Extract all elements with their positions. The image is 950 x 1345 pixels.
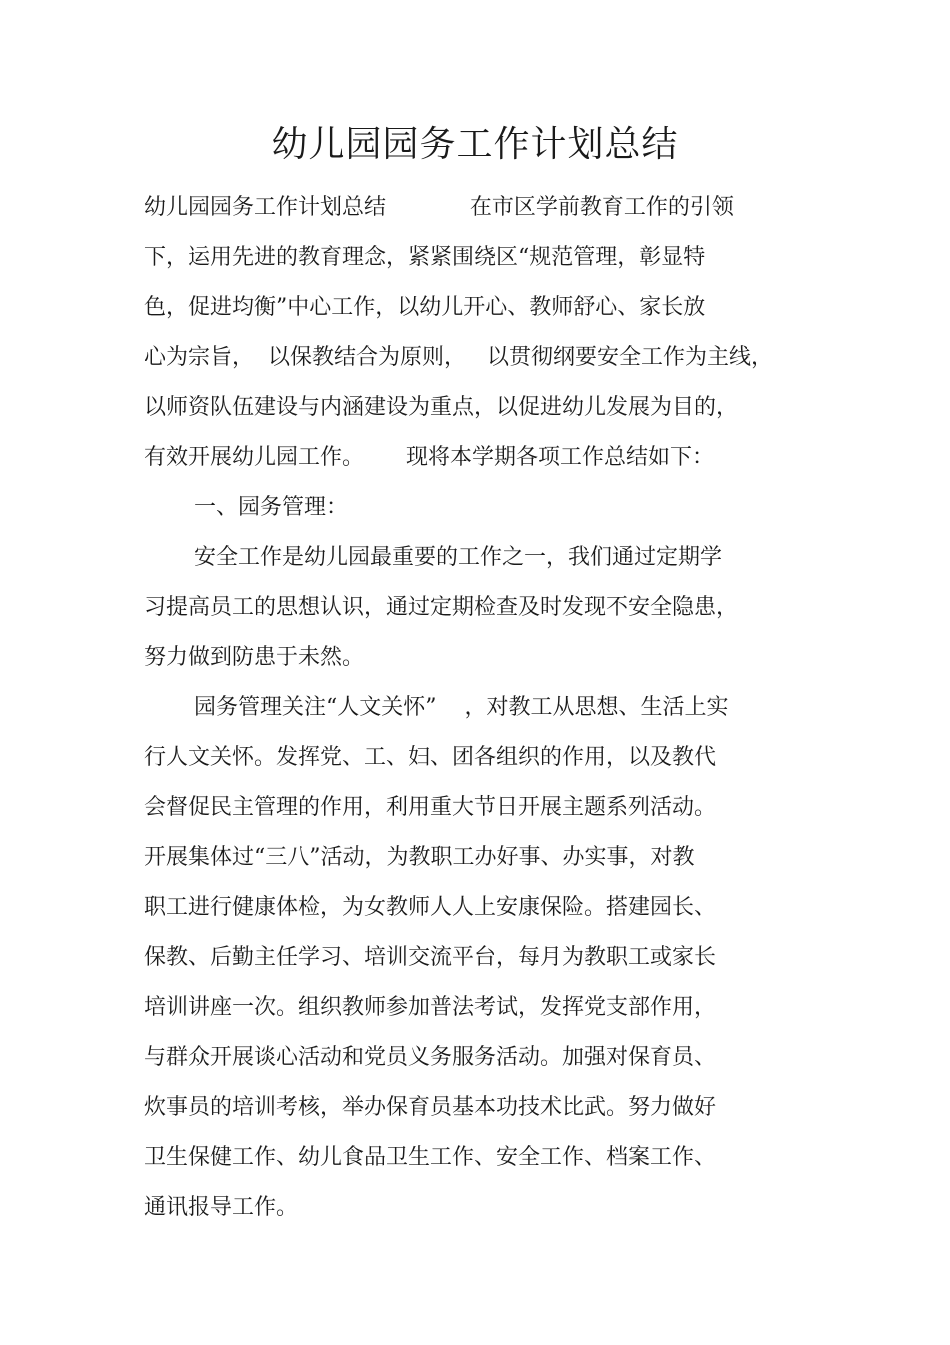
text-line: 与群众开展谈心活动和党员义务服务活动。加强对保育员、 bbox=[144, 1045, 717, 1070]
text-line: 习提高员工的思想认识，通过定期检查及时发现不安全隐患， bbox=[144, 595, 739, 620]
text-line: 下，运用先进的教育理念，紧紧围绕区“规范管理，彰显特 bbox=[144, 245, 706, 270]
text-line: 行人文关怀。发挥党、工、妇、团各组织的作用，以及教代 bbox=[144, 745, 717, 770]
text-line: 有效开展幼儿园工作。 现将本学期各项工作总结如下： bbox=[144, 445, 714, 470]
text-line: 努力做到防患于未然。 bbox=[144, 645, 365, 670]
text-line: 开展集体过“三八”活动，为教职工办好事、办实事，对教 bbox=[144, 845, 695, 870]
text-line: 园务管理关注“人文关怀” ，对教工从思想、生活上实 bbox=[194, 695, 729, 720]
document-body bbox=[144, 183, 824, 1233]
text-line: 心为宗旨， 以保教结合为原则， 以贯彻纲要安全工作为主线， bbox=[144, 345, 773, 370]
text-line: 职工进行健康体检，为女教师人人上安康保险。搭建园长、 bbox=[144, 895, 717, 920]
text-line: 通讯报导工作。 bbox=[144, 1195, 299, 1220]
document-title: 幼儿园园务工作计划总结 bbox=[271, 124, 679, 165]
text-line: 色，促进均衡”中心工作，以幼儿开心、教师舒心、家长放 bbox=[144, 295, 706, 320]
text-line: 以师资队伍建设与内涵建设为重点，以促进幼儿发展为目的， bbox=[144, 395, 739, 420]
text-line: 安全工作是幼儿园最重要的工作之一，我们通过定期学 bbox=[194, 545, 723, 570]
text-line: 卫生保健工作、幼儿食品卫生工作、安全工作、档案工作、 bbox=[144, 1145, 717, 1170]
section-heading: 一、园务管理： bbox=[194, 495, 349, 520]
text-line: 幼儿园园务工作计划总结 在市区学前教育工作的引领 bbox=[144, 195, 734, 220]
text-line: 保教、后勤主任学习、培训交流平台，每月为教职工或家长 bbox=[144, 945, 717, 970]
text-line: 培训讲座一次。组织教师参加普法考试，发挥党支部作用， bbox=[144, 995, 717, 1020]
text-line: 炊事员的培训考核，举办保育员基本功技术比武。努力做好 bbox=[144, 1095, 717, 1120]
text-line: 会督促民主管理的作用，利用重大节日开展主题系列活动。 bbox=[144, 795, 717, 820]
